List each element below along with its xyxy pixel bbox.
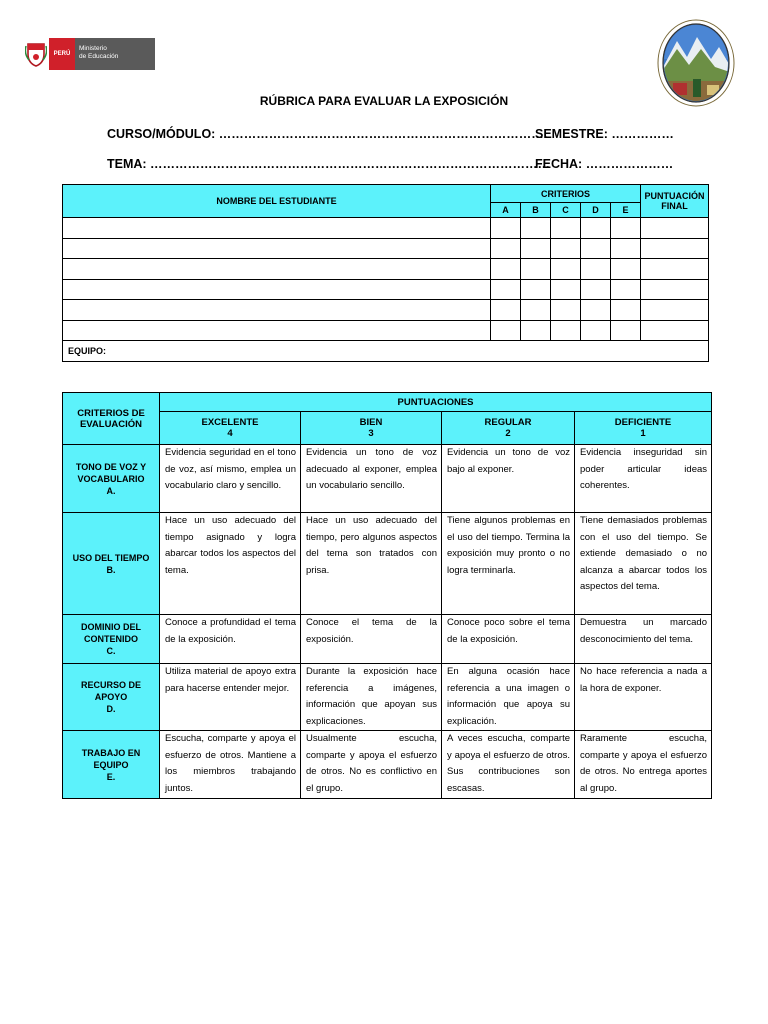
criteria-score-cell[interactable] <box>551 320 581 341</box>
student-name-cell[interactable] <box>63 320 491 341</box>
final-score-cell[interactable] <box>641 259 709 280</box>
criteria-score-cell[interactable] <box>521 279 551 300</box>
criterion-cell <box>63 513 160 615</box>
level-header <box>301 412 442 445</box>
criterion-label: C. <box>106 646 116 656</box>
criterion-label: RECURSO DE <box>80 680 141 690</box>
rubric-table <box>62 392 712 799</box>
level-header <box>575 412 712 445</box>
criterion-cell <box>63 615 160 664</box>
student-name-cell[interactable] <box>63 259 491 280</box>
peru-coat-of-arms-icon <box>23 38 49 70</box>
course-field: CURSO/MÓDULO: ……………………………………………………………………. <box>107 127 548 141</box>
student-row[interactable] <box>63 259 709 280</box>
criterion-label: USO DEL TIEMPO <box>72 552 150 563</box>
rubric-row <box>63 513 712 615</box>
criteria-score-cell[interactable] <box>611 238 641 259</box>
criteria-letter: A <box>491 203 521 218</box>
ministry-logo <box>23 38 155 70</box>
criteria-header: CRITERIOS <box>491 185 641 203</box>
descriptor-cell: Durante la exposición hace referencia a imágenes, información que apoyan sus explicaciones. <box>301 664 442 731</box>
final-score-header-line-1: PUNTUACIÓN <box>644 191 705 201</box>
final-score-cell[interactable] <box>641 320 709 341</box>
students-table <box>62 184 709 362</box>
criterion-cell <box>63 664 160 731</box>
criteria-score-cell[interactable] <box>521 320 551 341</box>
rubric-row <box>63 664 712 731</box>
descriptor-cell: Evidencia inseguridad sin poder articular ideas coherentes. <box>575 445 712 513</box>
ministry-line-2: de Educación <box>79 53 119 60</box>
descriptor-cell: Tiene algunos problemas en el uso del tiempo. Termina la exposición muy pronto o no logra terminarla. <box>442 513 575 615</box>
criteria-score-cell[interactable] <box>551 238 581 259</box>
criteria-score-cell[interactable] <box>491 238 521 259</box>
student-rows <box>63 218 709 341</box>
ministry-label <box>75 38 155 70</box>
student-name-cell[interactable] <box>63 218 491 239</box>
descriptor-cell: No hace referencia a nada a la hora de exponer. <box>575 664 712 731</box>
level-name: REGULAR <box>484 417 532 428</box>
final-score-cell[interactable] <box>641 218 709 239</box>
student-row[interactable] <box>63 238 709 259</box>
criteria-score-cell[interactable] <box>581 238 611 259</box>
criteria-score-cell[interactable] <box>611 300 641 321</box>
level-score: 1 <box>640 428 646 439</box>
descriptor-cell: Utiliza material de apoyo extra para hacerse entender mejor. <box>160 664 301 731</box>
criteria-score-cell[interactable] <box>611 320 641 341</box>
final-score-cell[interactable] <box>641 279 709 300</box>
criterion-label: EQUIPO <box>93 759 129 770</box>
ministry-line-1: Ministerio <box>79 45 107 52</box>
criteria-score-cell[interactable] <box>521 259 551 280</box>
criterion-label: D. <box>106 704 116 714</box>
descriptor-cell: Evidencia un tono de voz bajo al exponer. <box>442 445 575 513</box>
descriptor-cell: Evidencia un tono de voz adecuado al exponer, emplea un vocabulario sencillo. <box>301 445 442 513</box>
descriptor-cell: Tiene demasiados problemas con el uso del tiempo. Se extiende demasiado o no alcanza a abarcar todos los aspectos del tema. <box>575 513 712 615</box>
criteria-header-line-1: CRITERIOS DE <box>77 407 145 419</box>
criterion-label: DOMINIO DEL <box>81 622 141 632</box>
level-score: 4 <box>227 428 233 439</box>
student-row[interactable] <box>63 300 709 321</box>
criteria-score-cell[interactable] <box>521 218 551 239</box>
student-row[interactable] <box>63 320 709 341</box>
descriptor-cell: Escucha, comparte y apoya el esfuerzo de otros. Mantiene a los miembros trabajando juntos. <box>160 731 301 799</box>
criterion-cell <box>63 445 160 513</box>
criteria-score-cell[interactable] <box>581 218 611 239</box>
descriptor-cell: Hace un uso adecuado del tiempo asignado y logra abarcar todos los aspectos del tema. <box>160 513 301 615</box>
peru-label: PERÚ <box>49 38 75 70</box>
criterion-label: B. <box>106 564 116 575</box>
final-score-cell[interactable] <box>641 238 709 259</box>
descriptor-cell: A veces escucha, comparte y apoya el esfuerzo de otros. Sus contribuciones son escasas. <box>442 731 575 799</box>
criteria-score-cell[interactable] <box>551 259 581 280</box>
criteria-score-cell[interactable] <box>611 218 641 239</box>
criteria-header-line-2: EVALUACIÓN <box>79 418 143 430</box>
level-score: 3 <box>368 428 374 439</box>
criteria-letter: E <box>611 203 641 218</box>
descriptor-cell: Raramente escucha, comparte y apoya el esfuerzo de otros. No entrega aportes al grupo. <box>575 731 712 799</box>
criteria-score-cell[interactable] <box>581 259 611 280</box>
team-label: EQUIPO: <box>68 345 107 356</box>
final-score-header-line-2: FINAL <box>661 201 688 211</box>
level-header <box>160 412 301 445</box>
final-score-cell[interactable] <box>641 300 709 321</box>
date-field: FECHA: ………………… <box>535 157 674 171</box>
descriptor-cell: Evidencia seguridad en el tono de voz, así mismo, emplea un vocabulario claro y sencillo. <box>160 445 301 513</box>
levels-row <box>63 412 712 445</box>
criteria-score-cell[interactable] <box>491 300 521 321</box>
student-name-cell[interactable] <box>63 300 491 321</box>
rubric-rows <box>63 445 712 799</box>
semester-field: SEMESTRE: …………… <box>535 127 674 141</box>
level-score: 2 <box>505 428 511 439</box>
criterion-label: CONTENIDO <box>84 634 138 644</box>
descriptor-cell: Conoce poco sobre el tema de la exposición. <box>442 615 575 664</box>
criteria-score-cell[interactable] <box>551 279 581 300</box>
descriptor-cell: Usualmente escucha, comparte y apoya el esfuerzo de otros. No es conflictivo en el grupo. <box>301 731 442 799</box>
criteria-score-cell[interactable] <box>581 320 611 341</box>
document-title: RÚBRICA PARA EVALUAR LA EXPOSICIÓN <box>259 94 509 108</box>
rubric-row <box>63 731 712 799</box>
criterion-label: A. <box>106 485 116 496</box>
rubric-row <box>63 445 712 513</box>
descriptor-cell: Demuestra un marcado desconocimiento del tema. <box>575 615 712 664</box>
criteria-score-cell[interactable] <box>491 259 521 280</box>
criterion-label: TONO DE VOZ Y <box>75 461 147 472</box>
final-score-header <box>641 185 709 218</box>
criterion-label: E. <box>106 771 116 782</box>
criteria-score-cell[interactable] <box>551 300 581 321</box>
criteria-letter: D <box>581 203 611 218</box>
team-row[interactable] <box>63 341 709 362</box>
rubric-row <box>63 615 712 664</box>
topic-field: TEMA: …………………………………………………………………………………… <box>107 157 551 171</box>
criteria-score-cell[interactable] <box>581 300 611 321</box>
criterion-label: TRABAJO EN <box>81 747 141 758</box>
criteria-score-cell[interactable] <box>521 238 551 259</box>
criteria-letter: C <box>551 203 581 218</box>
scores-header: PUNTUACIONES <box>160 393 712 412</box>
criteria-score-cell[interactable] <box>491 279 521 300</box>
descriptor-cell: Conoce el tema de la exposición. <box>301 615 442 664</box>
criterion-label: APOYO <box>94 692 128 702</box>
student-name-header: NOMBRE DEL ESTUDIANTE <box>63 185 491 218</box>
descriptor-cell: En alguna ocasión hace referencia a una imagen o información que apoya su explicación. <box>442 664 575 731</box>
criteria-score-cell[interactable] <box>611 279 641 300</box>
level-name: BIEN <box>359 417 383 428</box>
level-name: DEFICIENTE <box>614 417 672 428</box>
criteria-score-cell[interactable] <box>551 218 581 239</box>
criteria-score-cell[interactable] <box>491 320 521 341</box>
descriptor-cell: Conoce a profundidad el tema de la exposición. <box>160 615 301 664</box>
level-header <box>442 412 575 445</box>
level-name: EXCELENTE <box>201 417 259 428</box>
criteria-score-cell[interactable] <box>521 300 551 321</box>
descriptor-cell: Hace un uso adecuado del tiempo, pero algunos aspectos del tema son tratados con prisa. <box>301 513 442 615</box>
student-name-cell[interactable] <box>63 279 491 300</box>
criterion-label: VOCABULARIO <box>77 473 145 484</box>
student-name-cell[interactable] <box>63 238 491 259</box>
criteria-header <box>63 393 160 445</box>
criteria-score-cell[interactable] <box>581 279 611 300</box>
student-row[interactable] <box>63 279 709 300</box>
student-row[interactable] <box>63 218 709 239</box>
criterion-cell <box>63 731 160 799</box>
criteria-score-cell[interactable] <box>611 259 641 280</box>
criteria-letter: B <box>521 203 551 218</box>
criteria-score-cell[interactable] <box>491 218 521 239</box>
